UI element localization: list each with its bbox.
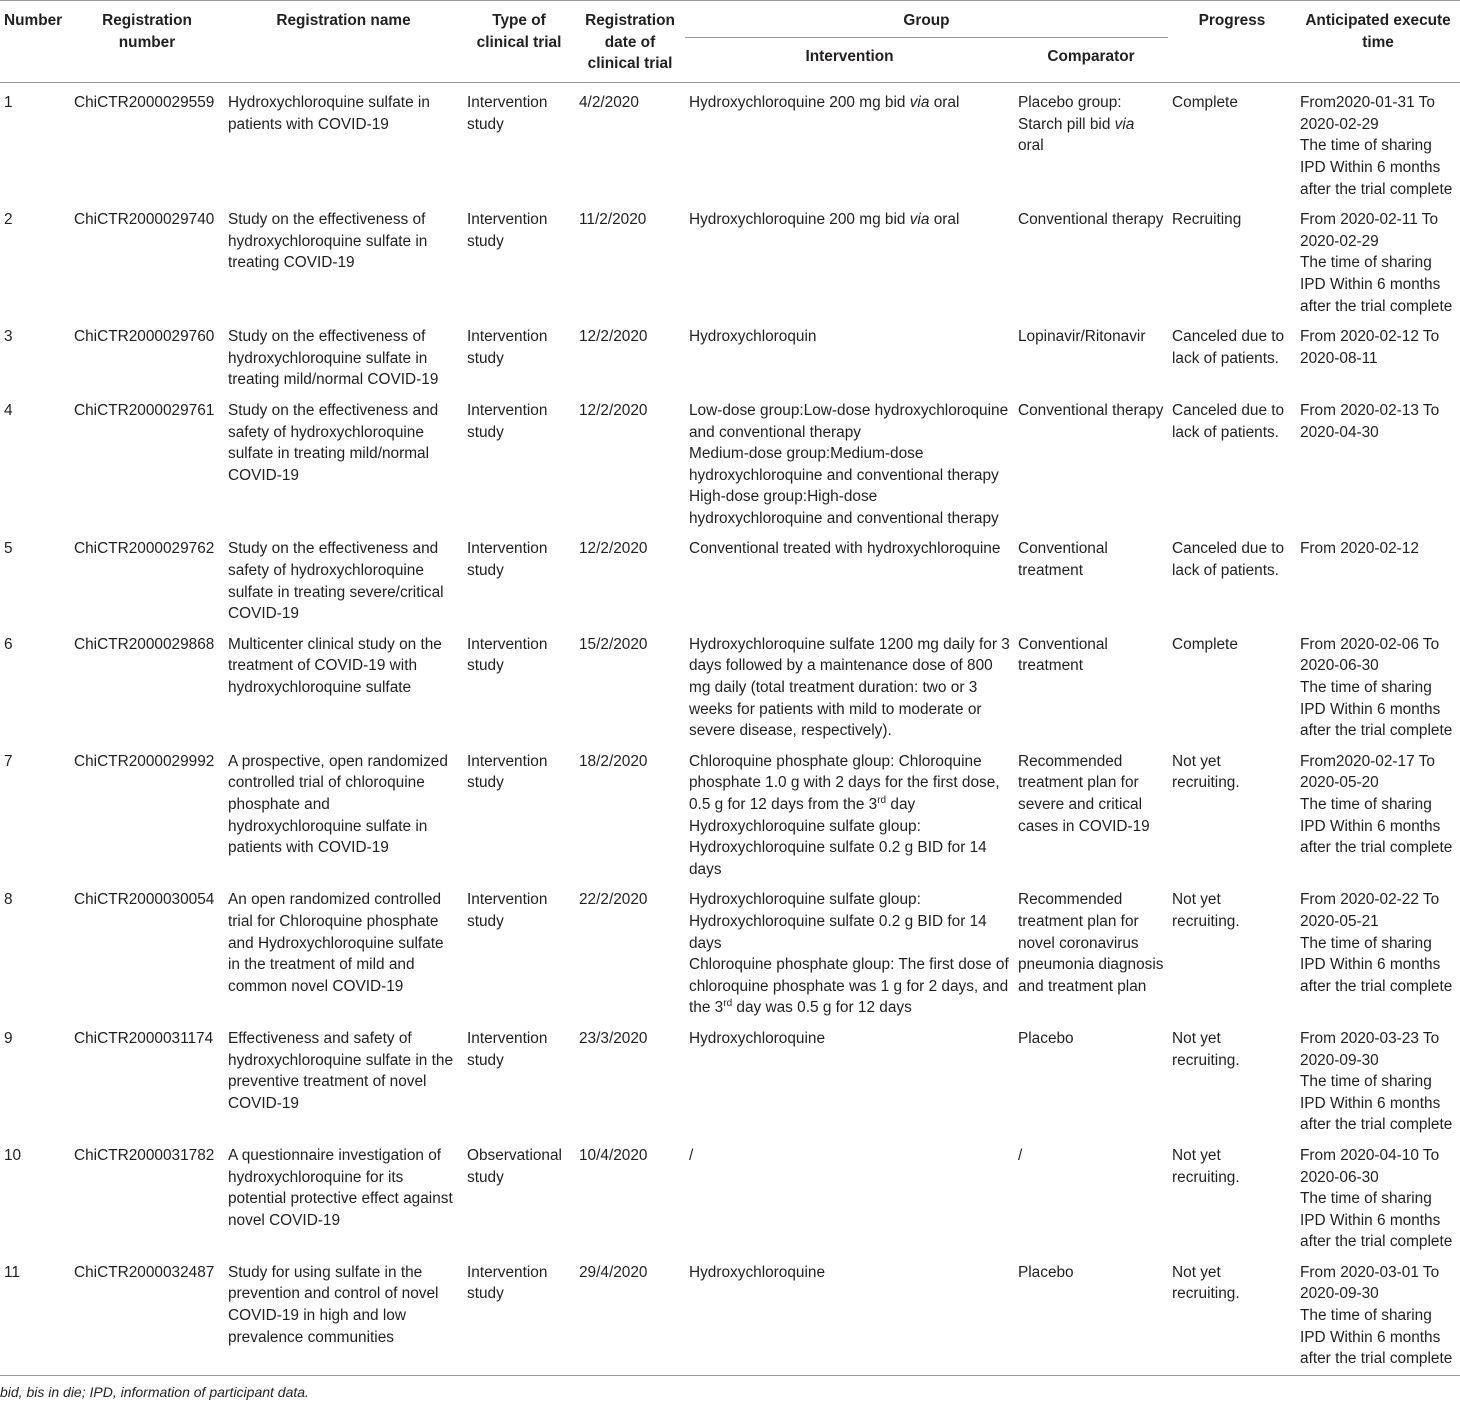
cell-comparator-line: Placebo (1018, 1029, 1074, 1047)
cell-progress: Canceled due to lack of patients. (1172, 540, 1285, 580)
cell-comparator-line: Placebo (1018, 1263, 1074, 1281)
cell-anticipated-time-line: The time of sharing IPD Within 6 months after the trial complete (1300, 679, 1453, 740)
cell-number: 8 (4, 891, 13, 909)
cell-registration-number: ChiCTR2000029868 (74, 635, 215, 653)
cell-intervention-line: High-dose group:High-dose hydroxychloroquine and conventional therapy (689, 488, 999, 527)
cell-anticipated-time-line: From 2020-02-06 To 2020-06-30 (1300, 635, 1440, 675)
cell-type: Intervention study (467, 94, 548, 133)
cell-anticipated-time-line: From 2020-02-22 To 2020-05-21 (1300, 891, 1440, 930)
cell-number: 6 (4, 635, 13, 653)
cell-date: 4/2/2020 (579, 94, 639, 112)
cell-registration-number: ChiCTR2000031782 (74, 1146, 215, 1164)
cell-anticipated-time-line: The time of sharing IPD Within 6 months after the trial complete (1300, 796, 1453, 857)
cell-intervention (685, 1019, 1014, 1136)
cell-anticipated-time-line: From 2020-02-12 To 2020-08-11 (1300, 328, 1440, 367)
cell-registration-name: Study on the effectiveness of hydroxychloroquine sulfate in treating COVID-19 (228, 211, 428, 272)
cell-anticipated-time-line: From 2020-03-23 To 2020-09-30 (1300, 1029, 1440, 1069)
cell-anticipated-time-line: The time of sharing IPD Within 6 months after the trial complete (1300, 137, 1453, 198)
cell-registration-number: ChiCTR2000029760 (74, 328, 215, 346)
cell-comparator (1014, 742, 1168, 881)
cell-anticipated-time-line: From 2020-02-11 To 2020-02-29 (1300, 211, 1439, 250)
cell-anticipated-time-line: From 2020-02-12 (1300, 540, 1419, 558)
cell-registration-name: Study on the effectiveness of hydroxychloroquine sulfate in treating mild/normal COVID-19 (228, 328, 439, 389)
cell-intervention (685, 1253, 1014, 1375)
table-body (0, 83, 1460, 1376)
cell-registration-number: ChiCTR2000029992 (74, 752, 215, 770)
cell-progress: Not yet recruiting. (1172, 891, 1240, 930)
cell-comparator (1014, 83, 1168, 200)
cell-anticipated-time-line: The time of sharing IPD Within 6 months after the trial complete (1300, 934, 1453, 995)
cell-anticipated-time-line: From 2020-02-13 To 2020-04-30 (1300, 401, 1440, 441)
cell-registration-number: ChiCTR2000029740 (74, 211, 215, 229)
cell-progress: Canceled due to lack of patients. (1172, 401, 1285, 441)
table-row (0, 1253, 1460, 1375)
cell-comparator (1014, 391, 1168, 530)
cell-registration-name: Study on the effectiveness and safety of hydroxychloroquine sulfate in treating severe/critical COVID-19 (228, 540, 444, 623)
header-comparator: Comparator (1014, 37, 1168, 83)
cell-progress: Complete (1172, 94, 1238, 112)
cell-date: 18/2/2020 (579, 752, 648, 770)
header-registration-name: Registration name (224, 1, 463, 83)
cell-type: Intervention study (467, 401, 548, 441)
cell-comparator-line: Recommended treatment plan for novel coronavirus pneumonia diagnosis and treatment plan (1018, 891, 1164, 995)
cell-intervention (685, 317, 1014, 391)
cell-intervention-line: Chloroquine phosphate gloup: Chloroquine phosphate 1.0 g with 2 days for the first dose, 0.5 g for 12 days from the 3rd day (689, 752, 1000, 813)
cell-intervention-line: Hydroxychloroquine 200 mg bid via oral (689, 94, 960, 112)
cell-intervention-line: Hydroxychloroquine (689, 1263, 826, 1281)
cell-registration-number: ChiCTR2000030054 (74, 891, 215, 909)
cell-type: Intervention study (467, 891, 548, 930)
table-row (0, 625, 1460, 742)
cell-intervention-line: Hydroxychloroquine (689, 1029, 826, 1047)
cell-anticipated-time-line: The time of sharing IPD Within 6 months after the trial complete (1300, 254, 1453, 315)
cell-date: 11/2/2020 (579, 211, 647, 229)
cell-intervention (685, 529, 1014, 624)
cell-intervention (685, 742, 1014, 881)
cell-type: Observational study (467, 1146, 562, 1186)
header-group: Group (685, 1, 1168, 38)
header-date: Registration date of clinical trial (575, 1, 685, 83)
table-row (0, 529, 1460, 624)
cell-anticipated-time-line: The time of sharing IPD Within 6 months after the trial complete (1300, 1073, 1453, 1134)
header-progress: Progress (1168, 1, 1296, 83)
cell-intervention-line: Medium-dose group:Medium-dose hydroxychloroquine and conventional therapy (689, 445, 999, 484)
cell-intervention (685, 880, 1014, 1019)
cell-intervention (685, 1136, 1014, 1253)
cell-registration-number: ChiCTR2000029761 (74, 401, 215, 419)
cell-progress: Not yet recruiting. (1172, 1029, 1240, 1069)
cell-progress: Canceled due to lack of patients. (1172, 328, 1285, 367)
cell-registration-name: A prospective, open randomized controlled trial of chloroquine phosphate and hydroxychloroquine sulfate in patients with COVID-19 (228, 752, 448, 857)
cell-number: 10 (4, 1146, 22, 1164)
cell-comparator (1014, 1253, 1168, 1375)
cell-anticipated-time (1296, 317, 1460, 391)
cell-comparator-line: Conventional treatment (1018, 540, 1108, 580)
table-row (0, 317, 1460, 391)
cell-intervention-line: Hydroxychloroquine sulfate 1200 mg daily for 3 days followed by a maintenance dose of 800 mg daily (total treatment duration: two or 3 weeks for patients with mild to moderate or severe disease, respectively). (689, 635, 1010, 740)
cell-registration-name: Study for using sulfate in the prevention and control of novel COVID-19 in high and low prevalence communities (224, 1253, 463, 1375)
cell-comparator-line: Placebo group: Starch pill bid via oral (1018, 94, 1135, 155)
cell-date: 29/4/2020 (575, 1253, 685, 1375)
cell-type: Intervention study (467, 752, 548, 792)
header-intervention: Intervention (685, 37, 1014, 83)
cell-date: 12/2/2020 (579, 540, 648, 558)
cell-anticipated-time (1296, 742, 1460, 881)
cell-comparator (1014, 317, 1168, 391)
cell-number: 11 (0, 1253, 70, 1375)
cell-type: Intervention study (467, 328, 548, 367)
cell-number: 2 (4, 211, 13, 229)
cell-comparator (1014, 1136, 1168, 1253)
cell-anticipated-time-line: From2020-01-31 To 2020-02-29 (1300, 94, 1435, 133)
cell-intervention (685, 200, 1014, 317)
cell-intervention (685, 625, 1014, 742)
header-registration-number: Registration number (70, 1, 224, 83)
cell-date: 15/2/2020 (579, 635, 648, 653)
cell-number: 3 (4, 328, 13, 346)
cell-number: 4 (4, 401, 13, 419)
cell-type: Intervention study (467, 635, 548, 675)
cell-date: 10/4/2020 (579, 1146, 648, 1164)
table-row (0, 1019, 1460, 1136)
cell-anticipated-time (1296, 1253, 1460, 1375)
cell-anticipated-time (1296, 625, 1460, 742)
cell-comparator (1014, 200, 1168, 317)
cell-anticipated-time-line: From 2020-04-10 To 2020-06-30 (1300, 1146, 1440, 1186)
cell-registration-number: ChiCTR2000029762 (74, 540, 215, 558)
cell-type: Intervention study (467, 540, 548, 580)
cell-anticipated-time-line: The time of sharing IPD Within 6 months after the trial complete (1300, 1190, 1453, 1251)
cell-type: Intervention study (463, 1253, 575, 1375)
cell-progress: Complete (1172, 635, 1238, 653)
cell-registration-name: A questionnaire investigation of hydroxychloroquine for its potential protective effect against novel COVID-19 (228, 1146, 453, 1229)
cell-comparator-line: / (1018, 1146, 1023, 1164)
cell-intervention-line: Chloroquine phosphate gloup: The first dose of chloroquine phosphate was 1 g for 2 days, and the 3rd day was 0.5 g for 12 days (689, 956, 1009, 1017)
cell-registration-name: Effectiveness and safety of hydroxychloroquine sulfate in the preventive treatment of novel COVID-19 (228, 1029, 454, 1112)
cell-date: 23/3/2020 (579, 1029, 648, 1047)
cell-comparator-line: Conventional therapy (1018, 211, 1164, 229)
cell-registration-number: ChiCTR2000031174 (74, 1029, 214, 1047)
cell-comparator (1014, 625, 1168, 742)
table-header (0, 1, 1460, 83)
cell-progress: Not yet recruiting. (1172, 1146, 1240, 1186)
cell-comparator (1014, 1019, 1168, 1136)
cell-number: 1 (4, 94, 13, 112)
table-row (0, 391, 1460, 530)
cell-anticipated-time-line: From2020-02-17 To 2020-05-20 (1300, 752, 1435, 792)
cell-registration-name: Hydroxychloroquine sulfate in patients with COVID-19 (228, 94, 430, 133)
cell-intervention (685, 391, 1014, 530)
cell-intervention-line: Hydroxychloroquine 200 mg bid via oral (689, 211, 960, 229)
cell-intervention-line: Hydroxychloroquine sulfate gloup: Hydroxychloroquine sulfate 0.2 g BID for 14 days (689, 891, 987, 952)
table-footnote: bid, bis in die; IPD, information of participant data. (0, 1383, 309, 1400)
table-row (0, 1136, 1460, 1253)
header-type: Type of clinical trial (463, 1, 575, 83)
cell-comparator-line: Conventional treatment (1018, 635, 1108, 675)
cell-anticipated-time (1296, 1019, 1460, 1136)
cell-anticipated-time (1296, 391, 1460, 530)
cell-intervention-line: Hydroxychloroquin (689, 328, 817, 346)
cell-progress: Not yet recruiting. (1168, 1253, 1296, 1375)
table-row (0, 742, 1460, 881)
cell-anticipated-time (1296, 529, 1460, 624)
cell-progress: Not yet recruiting. (1172, 752, 1240, 792)
cell-anticipated-time-line: The time of sharing IPD Within 6 months after the trial complete (1300, 1307, 1453, 1368)
cell-type: Intervention study (467, 1029, 548, 1069)
cell-comparator (1014, 880, 1168, 1019)
cell-intervention (685, 83, 1014, 200)
cell-number: 5 (4, 540, 13, 558)
cell-registration-name: Multicenter clinical study on the treatment of COVID-19 with hydroxychloroquine sulfate (228, 635, 442, 697)
cell-registration-number: ChiCTR2000032487 (70, 1253, 224, 1375)
table-row (0, 83, 1460, 200)
cell-registration-name: An open randomized controlled trial for Chloroquine phosphate and Hydroxychloroquine sulfate in the treatment of mild and common novel COVID-19 (228, 891, 444, 995)
cell-progress: Recruiting (1172, 211, 1242, 229)
cell-comparator-line: Recommended treatment plan for severe and critical cases in COVID-19 (1018, 752, 1150, 835)
cell-number: 7 (4, 752, 13, 770)
cell-registration-number: ChiCTR2000029559 (74, 94, 215, 112)
cell-comparator (1014, 529, 1168, 624)
cell-anticipated-time (1296, 200, 1460, 317)
cell-anticipated-time (1296, 83, 1460, 200)
cell-date: 12/2/2020 (579, 401, 648, 419)
cell-intervention-line: Low-dose group:Low-dose hydroxychloroquine and conventional therapy (689, 401, 1009, 441)
cell-registration-name: Study on the effectiveness and safety of hydroxychloroquine sulfate in treating mild/normal COVID-19 (228, 401, 439, 484)
cell-intervention-line: Hydroxychloroquine sulfate gloup: Hydroxychloroquine sulfate 0.2 g BID for 14 days (689, 817, 987, 878)
cell-anticipated-time-line: From 2020-03-01 To 2020-09-30 (1300, 1263, 1440, 1303)
cell-comparator-line: Conventional therapy (1018, 401, 1164, 419)
table-row (0, 880, 1460, 1019)
cell-type: Intervention study (467, 211, 548, 250)
cell-comparator-line: Lopinavir/Ritonavir (1018, 328, 1146, 346)
cell-number: 9 (4, 1029, 13, 1047)
header-number: Number (0, 1, 70, 83)
cell-date: 22/2/2020 (579, 891, 648, 909)
cell-anticipated-time (1296, 880, 1460, 1019)
cell-date: 12/2/2020 (579, 328, 648, 346)
header-anticipated: Anticipated execute time (1296, 1, 1460, 83)
cell-intervention-line: / (689, 1146, 694, 1164)
cell-intervention-line: Conventional treated with hydroxychloroquine (689, 540, 1001, 558)
cell-anticipated-time (1296, 1136, 1460, 1253)
table-row (0, 200, 1460, 317)
